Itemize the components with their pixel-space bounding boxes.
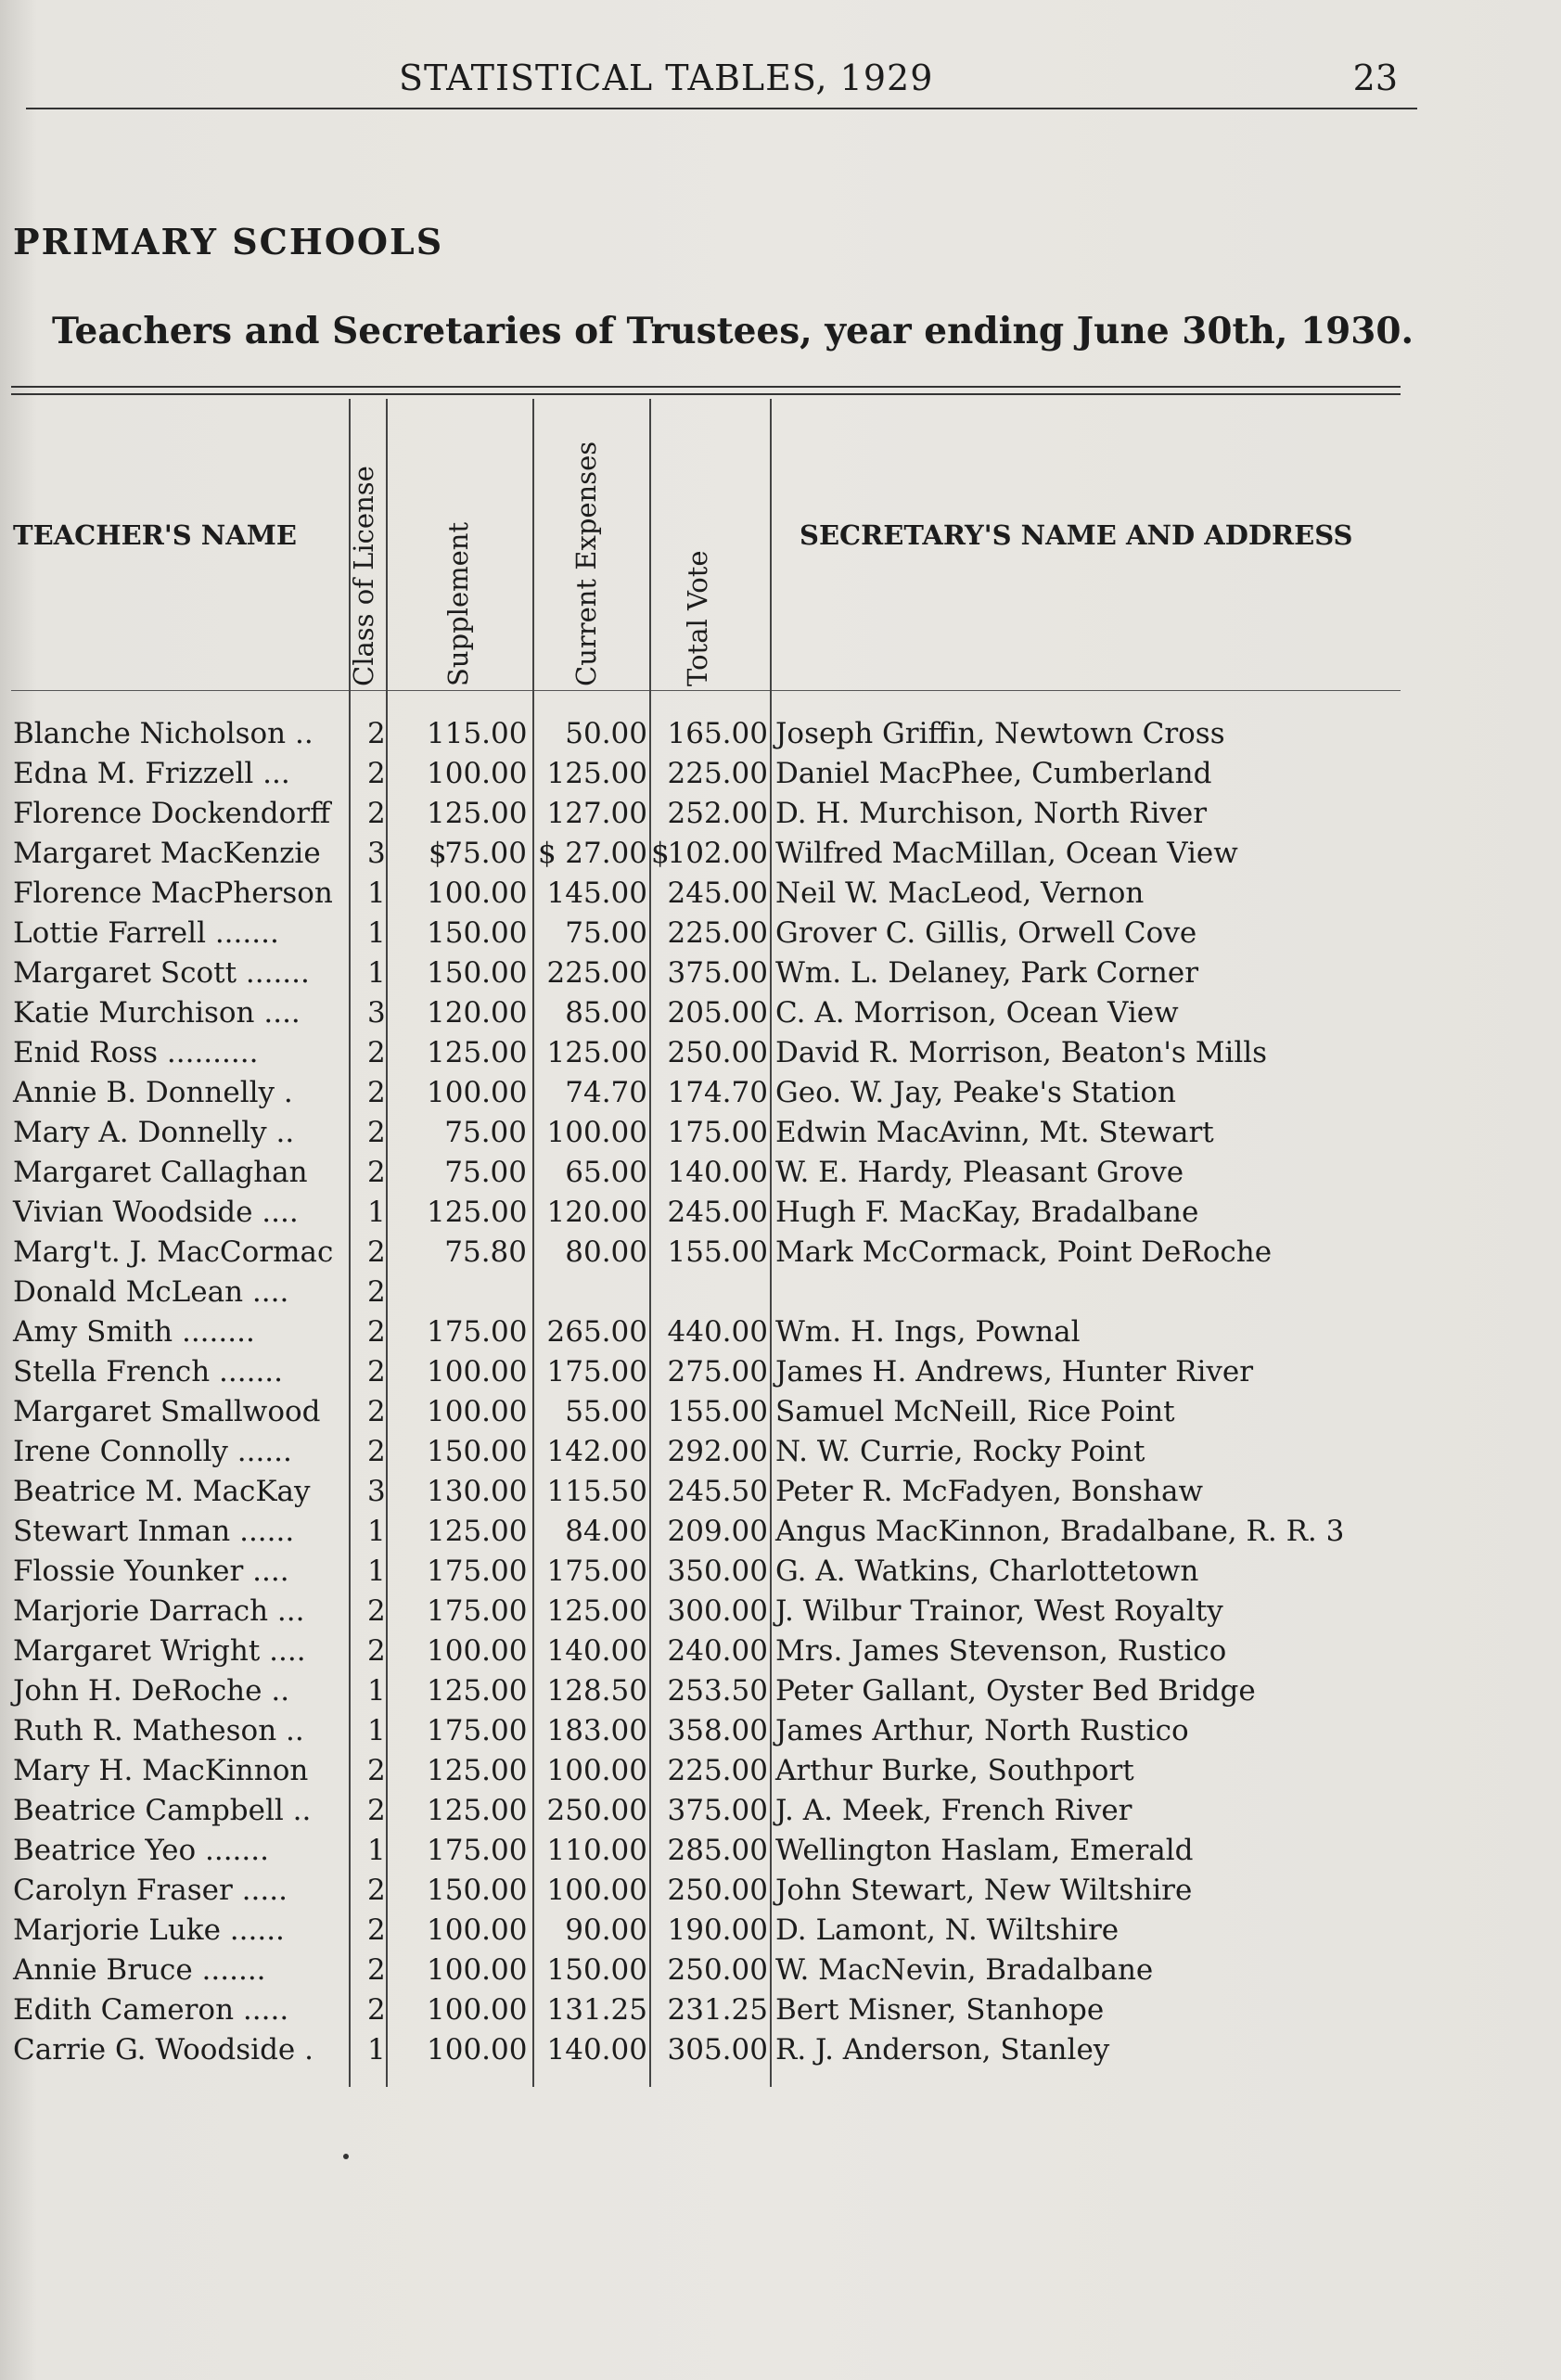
teacher-name: Mary A. Donnelly .. bbox=[13, 1116, 295, 1149]
total-vote-value: 245.00 bbox=[667, 1196, 768, 1229]
teacher-name: Ruth R. Matheson .. bbox=[13, 1714, 304, 1747]
current-expenses-value: 125.00 bbox=[546, 1036, 647, 1069]
secretary-name-address: J. A. Meek, French River bbox=[775, 1794, 1132, 1827]
teacher-name: Edna M. Frizzell ... bbox=[13, 757, 290, 790]
class-of-license: 2 bbox=[367, 1235, 386, 1269]
teacher-name: Stella French ....... bbox=[13, 1355, 284, 1388]
secretary-name-address: D. H. Murchison, North River bbox=[775, 797, 1208, 830]
current-expenses-value: 140.00 bbox=[546, 1634, 647, 1668]
current-expenses-value: 142.00 bbox=[546, 1435, 647, 1468]
teacher-name: Margaret Smallwood bbox=[13, 1395, 321, 1428]
ink-speck bbox=[343, 2154, 349, 2159]
teacher-name: Irene Connolly ...... bbox=[13, 1435, 292, 1468]
teacher-name: Margaret Wright .... bbox=[13, 1634, 306, 1668]
total-vote-value: 231.25 bbox=[667, 1993, 768, 2027]
total-vote-value: 240.00 bbox=[667, 1634, 768, 1668]
total-vote-value: 350.00 bbox=[667, 1555, 768, 1588]
current-expenses-value: 175.00 bbox=[546, 1555, 647, 1588]
current-expenses-value: 74.70 bbox=[565, 1076, 647, 1109]
column-divider bbox=[349, 399, 351, 2087]
supplement-value: 125.00 bbox=[427, 1196, 528, 1229]
supplement-value: 175.00 bbox=[427, 1834, 528, 1867]
secretary-name-address: C. A. Morrison, Ocean View bbox=[775, 996, 1179, 1030]
secretary-name-address: Joseph Griffin, Newtown Cross bbox=[775, 717, 1225, 750]
column-header-class: Class of License bbox=[348, 466, 379, 686]
supplement-value: 75.00 bbox=[444, 837, 527, 870]
supplement-value: 75.80 bbox=[444, 1235, 527, 1269]
total-vote-value: 292.00 bbox=[667, 1435, 768, 1468]
class-of-license: 2 bbox=[367, 1754, 386, 1787]
total-vote-value: 375.00 bbox=[667, 1794, 768, 1827]
current-expenses-value: 90.00 bbox=[565, 1913, 647, 1947]
column-header-supplement: Supplement bbox=[442, 521, 474, 686]
teacher-name: Annie Bruce ....... bbox=[13, 1953, 266, 1987]
supplement-value: 100.00 bbox=[427, 1355, 528, 1388]
current-expenses-value: 50.00 bbox=[565, 717, 647, 750]
total-vote-value: 165.00 bbox=[667, 717, 768, 750]
current-expenses-value: 80.00 bbox=[565, 1235, 647, 1269]
total-vote-value: 440.00 bbox=[667, 1315, 768, 1349]
class-of-license: 2 bbox=[367, 1913, 386, 1947]
total-vote-value: 245.00 bbox=[667, 877, 768, 910]
class-of-license: 1 bbox=[367, 1515, 386, 1548]
current-expenses-value: 100.00 bbox=[546, 1754, 647, 1787]
supplement-value: 150.00 bbox=[427, 1435, 528, 1468]
current-expenses-value: 175.00 bbox=[546, 1355, 647, 1388]
class-of-license: 2 bbox=[367, 757, 386, 790]
class-of-license: 1 bbox=[367, 916, 386, 950]
total-vote-value: 305.00 bbox=[667, 2033, 768, 2067]
class-of-license: 3 bbox=[367, 1475, 386, 1508]
total-vote-value: 209.00 bbox=[667, 1515, 768, 1548]
supplement-value: 175.00 bbox=[427, 1315, 528, 1349]
supplement-value: 100.00 bbox=[427, 1993, 528, 2027]
class-of-license: 2 bbox=[367, 1156, 386, 1189]
total-vote-value: 285.00 bbox=[667, 1834, 768, 1867]
teacher-name: Annie B. Donnelly . bbox=[13, 1076, 293, 1109]
page-number: 23 bbox=[1352, 58, 1398, 98]
class-of-license: 2 bbox=[367, 1355, 386, 1388]
secretary-name-address: Samuel McNeill, Rice Point bbox=[775, 1395, 1175, 1428]
class-of-license: 2 bbox=[367, 1275, 386, 1309]
teacher-name: Margaret MacKenzie bbox=[13, 837, 321, 870]
column-header-teacher: TEACHER'S NAME bbox=[13, 519, 298, 551]
total-vote-value: 250.00 bbox=[667, 1953, 768, 1987]
class-of-license: 3 bbox=[367, 837, 386, 870]
section-title: PRIMARY SCHOOLS bbox=[13, 221, 444, 262]
total-vote-value: 155.00 bbox=[667, 1395, 768, 1428]
teacher-name: Marjorie Luke ...... bbox=[13, 1913, 285, 1947]
secretary-name-address: Mark McCormack, Point DeRoche bbox=[775, 1235, 1273, 1269]
total-vote-value: 358.00 bbox=[667, 1714, 768, 1747]
current-expenses-value: 27.00 bbox=[565, 837, 647, 870]
supplement-value: 125.00 bbox=[427, 1036, 528, 1069]
supplement-value: 120.00 bbox=[427, 996, 528, 1030]
column-header-current-expenses: Current Expenses bbox=[570, 441, 602, 686]
header-bottom-rule bbox=[11, 690, 1401, 691]
total-vote-value: 253.50 bbox=[667, 1674, 768, 1708]
teacher-name: Stewart Inman ...... bbox=[13, 1515, 295, 1548]
supplement-value: 175.00 bbox=[427, 1714, 528, 1747]
class-of-license: 2 bbox=[367, 1076, 386, 1109]
class-of-license: 2 bbox=[367, 1315, 386, 1349]
teacher-name: Beatrice Yeo ....... bbox=[13, 1834, 269, 1867]
total-vote-value: 175.00 bbox=[667, 1116, 768, 1149]
supplement-value: 175.00 bbox=[427, 1594, 528, 1628]
current-expenses-value: 75.00 bbox=[565, 916, 647, 950]
total-vote-value: 250.00 bbox=[667, 1874, 768, 1907]
current-expenses-value: 110.00 bbox=[546, 1834, 647, 1867]
secretary-name-address: Angus MacKinnon, Bradalbane, R. R. 3 bbox=[775, 1515, 1345, 1548]
current-expenses-value: 150.00 bbox=[546, 1953, 647, 1987]
teacher-name: Vivian Woodside .... bbox=[13, 1196, 299, 1229]
teacher-name: Donald McLean .... bbox=[13, 1275, 289, 1309]
current-expenses-value: 225.00 bbox=[546, 956, 647, 990]
class-of-license: 2 bbox=[367, 1395, 386, 1428]
class-of-license: 2 bbox=[367, 717, 386, 750]
supplement-value: 100.00 bbox=[427, 1395, 528, 1428]
table-subtitle: Teachers and Secretaries of Trustees, year ending June 30th, 1930. bbox=[52, 310, 1414, 352]
current-expenses-value: 120.00 bbox=[546, 1196, 647, 1229]
current-expenses-value: 125.00 bbox=[546, 1594, 647, 1628]
class-of-license: 2 bbox=[367, 1036, 386, 1069]
current-expenses-value: 100.00 bbox=[546, 1116, 647, 1149]
total-vote-value: 225.00 bbox=[667, 1754, 768, 1787]
teacher-name: Enid Ross .......... bbox=[13, 1036, 259, 1069]
class-of-license: 2 bbox=[367, 1594, 386, 1628]
teacher-name: Florence Dockendorff bbox=[13, 797, 331, 830]
supplement-value: 150.00 bbox=[427, 956, 528, 990]
teacher-name: Lottie Farrell ....... bbox=[13, 916, 279, 950]
supplement-value: 125.00 bbox=[427, 797, 528, 830]
teacher-name: Carolyn Fraser ..... bbox=[13, 1874, 288, 1907]
class-of-license: 1 bbox=[367, 1196, 386, 1229]
supplement-value: 125.00 bbox=[427, 1674, 528, 1708]
secretary-name-address: Wm. H. Ings, Pownal bbox=[775, 1315, 1081, 1349]
class-of-license: 1 bbox=[367, 1674, 386, 1708]
current-expenses-value: 65.00 bbox=[565, 1156, 647, 1189]
secretary-name-address: Geo. W. Jay, Peake's Station bbox=[775, 1076, 1176, 1109]
column-divider bbox=[770, 399, 772, 2087]
supplement-value: 75.00 bbox=[444, 1156, 527, 1189]
current-expenses-value: 115.50 bbox=[546, 1475, 647, 1508]
teacher-name: Marjorie Darrach ... bbox=[13, 1594, 305, 1628]
running-head bbox=[0, 58, 1561, 104]
teacher-name: Flossie Younker .... bbox=[13, 1555, 289, 1588]
currency-symbol: $ bbox=[538, 837, 557, 870]
secretary-name-address: Arthur Burke, Southport bbox=[775, 1754, 1134, 1787]
secretary-name-address: Edwin MacAvinn, Mt. Stewart bbox=[775, 1116, 1214, 1149]
teacher-name: Amy Smith ........ bbox=[13, 1315, 255, 1349]
supplement-value: 100.00 bbox=[427, 877, 528, 910]
class-of-license: 1 bbox=[367, 2033, 386, 2067]
class-of-license: 2 bbox=[367, 1435, 386, 1468]
current-expenses-value: 55.00 bbox=[565, 1395, 647, 1428]
total-vote-value: 205.00 bbox=[667, 996, 768, 1030]
supplement-value: 150.00 bbox=[427, 916, 528, 950]
current-expenses-value: 128.50 bbox=[546, 1674, 647, 1708]
secretary-name-address: Bert Misner, Stanhope bbox=[775, 1993, 1105, 2027]
total-vote-value: 190.00 bbox=[667, 1913, 768, 1947]
class-of-license: 1 bbox=[367, 1555, 386, 1588]
secretary-name-address: Wm. L. Delaney, Park Corner bbox=[775, 956, 1199, 990]
teacher-name: Blanche Nicholson .. bbox=[13, 717, 313, 750]
class-of-license: 2 bbox=[367, 1874, 386, 1907]
total-vote-value: 300.00 bbox=[667, 1594, 768, 1628]
supplement-value: 125.00 bbox=[427, 1794, 528, 1827]
supplement-value: 100.00 bbox=[427, 2033, 528, 2067]
supplement-value: 125.00 bbox=[427, 1754, 528, 1787]
class-of-license: 1 bbox=[367, 956, 386, 990]
teacher-name: Mary H. MacKinnon bbox=[13, 1754, 309, 1787]
total-vote-value: 174.70 bbox=[667, 1076, 768, 1109]
teacher-name: Edith Cameron ..... bbox=[13, 1993, 289, 2027]
secretary-name-address: Peter R. McFadyen, Bonshaw bbox=[775, 1475, 1204, 1508]
total-vote-value: 250.00 bbox=[667, 1036, 768, 1069]
current-expenses-value: 265.00 bbox=[546, 1315, 647, 1349]
teacher-name: John H. DeRoche .. bbox=[13, 1674, 290, 1708]
secretary-name-address: Neil W. MacLeod, Vernon bbox=[775, 877, 1145, 910]
secretary-name-address: John Stewart, New Wiltshire bbox=[775, 1874, 1193, 1907]
secretary-name-address: J. Wilbur Trainor, West Royalty bbox=[775, 1594, 1223, 1628]
currency-symbol: $ bbox=[429, 837, 447, 870]
teacher-name: Marg't. J. MacCormac bbox=[13, 1235, 334, 1269]
header-rule bbox=[26, 108, 1417, 109]
total-vote-value: 102.00 bbox=[667, 837, 768, 870]
total-vote-value: 245.50 bbox=[667, 1475, 768, 1508]
current-expenses-value: 183.00 bbox=[546, 1714, 647, 1747]
secretary-name-address: W. E. Hardy, Pleasant Grove bbox=[775, 1156, 1184, 1189]
class-of-license: 2 bbox=[367, 1116, 386, 1149]
class-of-license: 2 bbox=[367, 1634, 386, 1668]
current-expenses-value: 84.00 bbox=[565, 1515, 647, 1548]
secretary-name-address: D. Lamont, N. Wiltshire bbox=[775, 1913, 1120, 1947]
secretary-name-address: James Arthur, North Rustico bbox=[775, 1714, 1189, 1747]
current-expenses-value: 127.00 bbox=[546, 797, 647, 830]
supplement-value: 130.00 bbox=[427, 1475, 528, 1508]
secretary-name-address: R. J. Anderson, Stanley bbox=[775, 2033, 1110, 2067]
total-vote-value: 140.00 bbox=[667, 1156, 768, 1189]
teacher-name: Margaret Callaghan bbox=[13, 1156, 308, 1189]
total-vote-value: 252.00 bbox=[667, 797, 768, 830]
current-expenses-value: 125.00 bbox=[546, 757, 647, 790]
secretary-name-address: W. MacNevin, Bradalbane bbox=[775, 1953, 1154, 1987]
column-header-secretary: SECRETARY'S NAME AND ADDRESS bbox=[800, 519, 1353, 551]
current-expenses-value: 131.25 bbox=[546, 1993, 647, 2027]
class-of-license: 2 bbox=[367, 1993, 386, 2027]
column-header-total-vote: Total Vote bbox=[682, 550, 713, 686]
column-divider bbox=[386, 399, 388, 2087]
teacher-name: Beatrice M. MacKay bbox=[13, 1475, 311, 1508]
supplement-value: 150.00 bbox=[427, 1874, 528, 1907]
current-expenses-value: 100.00 bbox=[546, 1874, 647, 1907]
class-of-license: 2 bbox=[367, 1953, 386, 1987]
secretary-name-address: Peter Gallant, Oyster Bed Bridge bbox=[775, 1674, 1256, 1708]
class-of-license: 1 bbox=[367, 1714, 386, 1747]
supplement-value: 125.00 bbox=[427, 1515, 528, 1548]
supplement-value: 100.00 bbox=[427, 1076, 528, 1109]
class-of-license: 2 bbox=[367, 1794, 386, 1827]
teacher-name: Florence MacPherson bbox=[13, 877, 333, 910]
current-expenses-value: 145.00 bbox=[546, 877, 647, 910]
total-vote-value: 225.00 bbox=[667, 916, 768, 950]
teacher-name: Beatrice Campbell .. bbox=[13, 1794, 312, 1827]
supplement-value: 75.00 bbox=[444, 1116, 527, 1149]
secretary-name-address: Hugh F. MacKay, Bradalbane bbox=[775, 1196, 1199, 1229]
total-vote-value: 155.00 bbox=[667, 1235, 768, 1269]
running-head-title: STATISTICAL TABLES, 1929 bbox=[399, 58, 934, 98]
currency-symbol: $ bbox=[651, 837, 670, 870]
class-of-license: 1 bbox=[367, 1834, 386, 1867]
teacher-name: Katie Murchison .... bbox=[13, 996, 301, 1030]
current-expenses-value: 85.00 bbox=[565, 996, 647, 1030]
teacher-name: Margaret Scott ....... bbox=[13, 956, 310, 990]
supplement-value: 175.00 bbox=[427, 1555, 528, 1588]
secretary-name-address: Wilfred MacMillan, Ocean View bbox=[775, 837, 1238, 870]
secretary-name-address: Wellington Haslam, Emerald bbox=[775, 1834, 1194, 1867]
class-of-license: 1 bbox=[367, 877, 386, 910]
teacher-name: Carrie G. Woodside . bbox=[13, 2033, 313, 2067]
secretary-name-address: David R. Morrison, Beaton's Mills bbox=[775, 1036, 1268, 1069]
secretary-name-address: James H. Andrews, Hunter River bbox=[775, 1355, 1254, 1388]
supplement-value: 100.00 bbox=[427, 757, 528, 790]
secretary-name-address: Grover C. Gillis, Orwell Cove bbox=[775, 916, 1197, 950]
class-of-license: 2 bbox=[367, 797, 386, 830]
secretary-name-address: Daniel MacPhee, Cumberland bbox=[775, 757, 1212, 790]
supplement-value: 100.00 bbox=[427, 1953, 528, 1987]
total-vote-value: 275.00 bbox=[667, 1355, 768, 1388]
supplement-value: 115.00 bbox=[427, 717, 528, 750]
current-expenses-value: 140.00 bbox=[546, 2033, 647, 2067]
total-vote-value: 375.00 bbox=[667, 956, 768, 990]
secretary-name-address: Mrs. James Stevenson, Rustico bbox=[775, 1634, 1227, 1668]
total-vote-value: 225.00 bbox=[667, 757, 768, 790]
supplement-value: 100.00 bbox=[427, 1913, 528, 1947]
supplement-value: 100.00 bbox=[427, 1634, 528, 1668]
secretary-name-address: G. A. Watkins, Charlottetown bbox=[775, 1555, 1199, 1588]
secretary-name-address: N. W. Currie, Rocky Point bbox=[775, 1435, 1145, 1468]
class-of-license: 3 bbox=[367, 996, 386, 1030]
current-expenses-value: 250.00 bbox=[546, 1794, 647, 1827]
